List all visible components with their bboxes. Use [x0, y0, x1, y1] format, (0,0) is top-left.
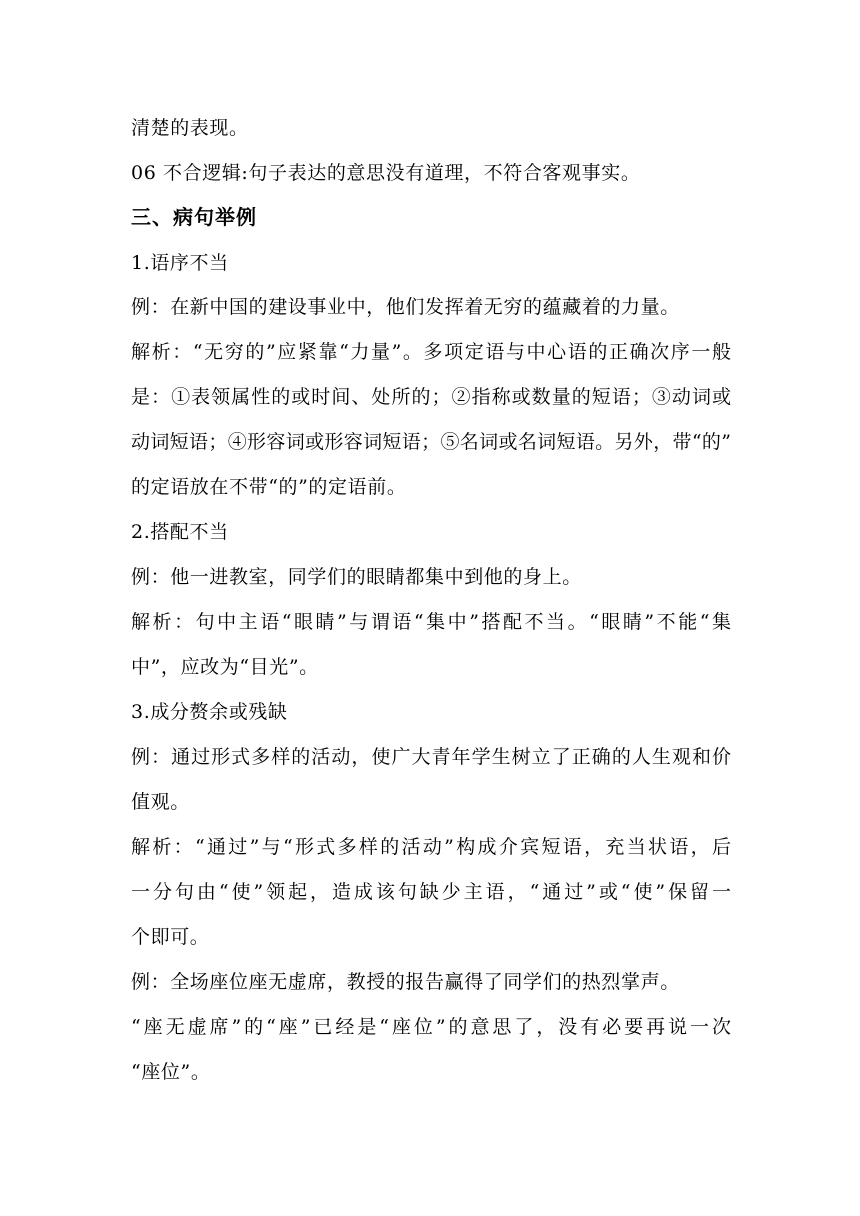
analysis-text: 解析：句中主语“眼睛”与谓语“集中”搭配不当。“眼睛”不能“集 — [131, 611, 731, 633]
subsection-heading: 1.语序不当 — [131, 252, 229, 274]
analysis-text: 是：①表领属性的或时间、处所的；②指称或数量的短语；③动词或 — [131, 386, 731, 408]
example-sentence: 例：在新中国的建设事业中，他们发挥着无穷的蕴藏着的力量。 — [131, 296, 680, 318]
analysis-text: “座位”。 — [131, 1061, 211, 1083]
analysis-text: 解析：“通过”与“形式多样的活动”构成介宾短语，充当状语，后 — [131, 836, 731, 858]
analysis-text: 的定语放在不带“的”的定语前。 — [131, 476, 407, 498]
analysis-text: “座无虚席”的“座”已经是“座位”的意思了，没有必要再说一次 — [131, 1016, 731, 1038]
text-line: 06 不合逻辑:句子表达的意思没有道理，不符合客观事实。 — [131, 162, 641, 184]
analysis-text: 个即可。 — [131, 926, 210, 948]
section-heading: 三、病句举例 — [131, 205, 257, 229]
analysis-text: 解析：“无穷的”应紧靠“力量”。多项定语与中心语的正确次序一般 — [131, 341, 731, 363]
subsection-heading: 2.搭配不当 — [131, 521, 229, 543]
analysis-text: 一分句由“使”领起，造成该句缺少主语，“通过”或“使”保留一 — [131, 881, 731, 903]
example-sentence: 值观。 — [131, 791, 190, 813]
example-sentence: 例：全场座位座无虚席，教授的报告赢得了同学们的热烈掌声。 — [131, 971, 680, 993]
analysis-text: 动词短语；④形容词或形容词短语；⑤名词或名词短语。另外，带“的” — [131, 431, 731, 453]
subsection-heading: 3.成分赘余或残缺 — [131, 701, 288, 723]
analysis-text: 中”，应改为“目光”。 — [131, 656, 319, 678]
example-sentence: 例：他一进教室，同学们的眼睛都集中到他的身上。 — [131, 566, 582, 588]
example-sentence: 例：通过形式多样的活动，使广大青年学生树立了正确的人生观和价 — [131, 746, 731, 768]
text-line: 清楚的表现。 — [131, 117, 249, 139]
